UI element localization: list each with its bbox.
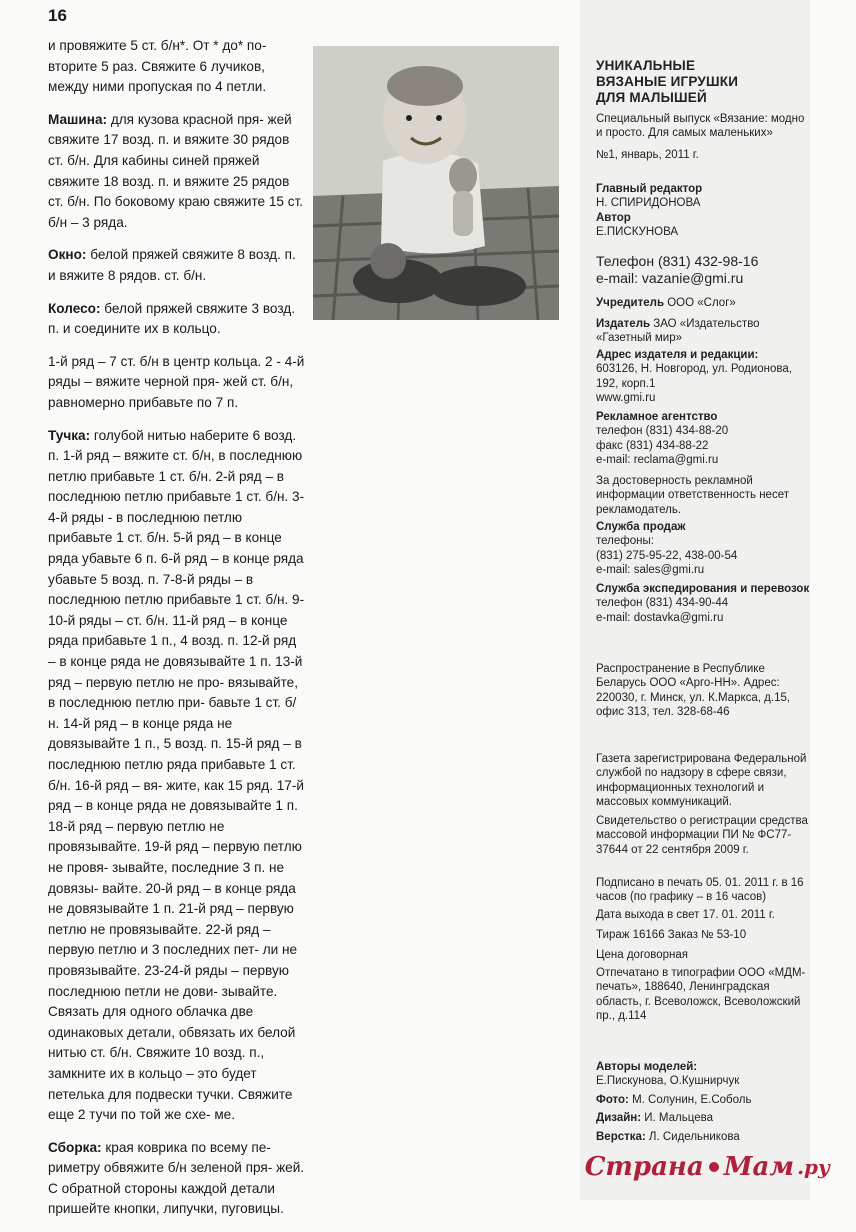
release-date: Дата выхода в свет 17. 01. 2011 г. [596, 909, 775, 921]
publisher [596, 317, 811, 346]
design-credit: И. Мальцева [641, 1112, 713, 1125]
section-label: Машина: [48, 111, 108, 127]
distribution: Распространение в Республике Беларусь ООО «Арго-НН». Адрес: 220030, г. Минск, ул. К.Маркса, д.15, офис 313, тел. 328-68-46 [596, 663, 791, 719]
label: Служба экспедирования и перевозок [596, 583, 810, 595]
phones-label: телефоны: [596, 535, 654, 548]
label: Главный редактор [596, 183, 703, 195]
label: Фото: [596, 1093, 629, 1106]
label: Адрес издателя и редакции: [596, 349, 759, 361]
label: Дизайн: [596, 1112, 642, 1125]
registration: Газета зарегистрирована Федеральной службой по надзору в сфере связи, информационных технологий и массовых коммуникаций. [596, 753, 807, 809]
address: 603126, Н. Новгород, ул. Родионова, 192, корп.1 [596, 363, 792, 390]
page-number: 16 [48, 6, 67, 25]
dot-icon [709, 1162, 719, 1172]
value: ООО «Слог» [664, 297, 736, 309]
section-label: Сборка: [48, 1139, 102, 1155]
phone: Телефон (831) 432-98-16 [596, 253, 759, 269]
section-text: для кузова красной пря- жей свяжите 17 возд. п. и вяжите 30 рядов ст. б/н. Для кабины синей пряжей свяжите 18 возд. п. и вяжите 25 рядов ст. б/н. По боковому краю свяжите 15 ст. б/н – 3 ряда. [48, 111, 304, 230]
label: Автор [596, 211, 631, 224]
section-label: Колесо: [48, 300, 101, 316]
paragraph-okno [48, 245, 306, 286]
value: ЗАО «Издательство «Газетный мир» [596, 318, 760, 345]
label: Учредитель [596, 297, 665, 309]
contact [596, 253, 811, 287]
print-run: Тираж 16166 Заказ № 53-10 [596, 929, 747, 941]
paragraph-sborka [48, 1138, 306, 1220]
baby-photo-image [313, 46, 559, 320]
label: Авторы моделей: [596, 1061, 698, 1073]
credits [596, 1060, 811, 1144]
paragraph: и провяжите 5 ст. б/н*. От * до* по- вторите 5 раз. Свяжите 6 лучиков, между ними пропуская по 4 петли. [48, 38, 267, 95]
special-issue-text: Специальный выпуск «Вязание: модно и просто. Для самых маленьких» [596, 113, 805, 140]
section-text: голубой нитью наберите 6 возд. п. 1-й ряд – вяжите ст. б/н, в последнюю петлю прибавьте 1 ст. б/н. 2-й ряд – в последнюю петлю прибавьте 1 ст. б/н. 3-4-й ряды - в последнюю петлю прибавьте 1 ст. б/н. 5-й ряд – в конце ряда убавьте 6 п. 6-й ряд – в конце ряда убавьте 5 возд. п. 7-8-й ряды – в последнюю петлю прибавьте 1 ст. б/н. 9-10-й ряды – ст. б/н. 11-й ряд – в конце ряда прибавьте 1 п., 4 возд. п. 12-й ряд – в конце ряда не довязывайте 1 п. 13-й ряд – первую петлю не про- вязывайте, в последнюю петлю при- бавьте 1 ст. б/н. 14-й ряд – в конце ряда не довязывайте 1 п., 5 возд. п. 15-й ряд – в последнюю петлю ряда прибавьте 1 ст. б/н. 16-й ряд – вя- жите, как 15 ряд. 17-й ряд – в конце ряда не довязывайте 1 п. 18-й ряд – первую петлю не провязывайте. 19-й ряд – первую петлю не провя- зывайте, последние 3 п. не довязы- вайте. 20-й ряд – в конце ряда не довязывайте 1 п. 21-й ряд – первую петлю не провязывайте. 22-й ряд – первую петлю и 3 последних пет- ли не провязывайте. 23-24-й ряды – первую последнюю петли не дови- зывайте. Связать для одного облачка две одинаковых детали, обвязать их белой нитью ст. б/н. Свяжите 10 возд. п., замкните их в кольцо – это будет петелька для подвески тучки. Свяжите еще 2 тучи по той же схе- ме. [48, 427, 305, 1123]
expedition [596, 582, 811, 625]
issue-number: №1, январь, 2011 г. [596, 149, 699, 161]
label: Издатель [596, 318, 651, 330]
baby-photo [313, 46, 559, 320]
paragraph-tuchka [48, 426, 306, 1126]
email: e-mail: dostavka@gmi.ru [596, 611, 724, 624]
ad-note: За достоверность рекламной информации ответственность несет рекламодатель. [596, 475, 789, 516]
section-label: Тучка: [48, 427, 91, 443]
fax: факс (831) 434-88-22 [596, 439, 709, 452]
email: e-mail: vazanie@gmi.ru [596, 270, 744, 286]
models: Е.Пискунова, О.Кушнирчук [596, 1075, 740, 1088]
paragraph-mashina [48, 110, 306, 234]
article-column [48, 36, 306, 1232]
phones: (831) 275-95-22, 438-00-54 [596, 549, 738, 562]
section-label: Окно: [48, 247, 87, 263]
signed: Подписано в печать 05. 01. 2011 г. в 16 часов (по графику – в 16 часов) [596, 877, 804, 904]
label: Служба продаж [596, 521, 686, 533]
special-issue [596, 112, 811, 141]
printed-by: Отпечатано в типографии ООО «МДМ-печать», 188640, Ленинградская область, г. Всеволожск, Всеволожский пр., д.114 [596, 967, 806, 1023]
sales [596, 520, 811, 578]
section-text: белой пряжей свяжите 8 возд. п. и вяжите 8 рядов. ст. б/н. [48, 247, 296, 283]
website: www.gmi.ru [596, 392, 656, 405]
section-text: края коврика по всему пе- риметру обвяжите б/н зеленой пря- жей. С обратной стороны каждой детали пришейте кнопки, липучки, пуговицы. [48, 1139, 305, 1217]
watermark-text: .ру [797, 1155, 830, 1179]
watermark-text: Страна [584, 1152, 704, 1182]
label: Верстка: [596, 1130, 646, 1143]
phone: телефон (831) 434-88-20 [596, 425, 729, 438]
address-block [596, 348, 811, 406]
chief-editor [596, 182, 811, 240]
watermark-text: Мам [723, 1152, 795, 1182]
certificate: Свидетельство о регистрации средства массовой информации ПИ № ФС77-37644 от 22 сентября 2009 г. [596, 815, 808, 856]
value: Н. СПИРИДОНОВА [596, 197, 701, 210]
label: Рекламное агентство [596, 411, 718, 423]
layout-credit: Л. Сидельникова [645, 1130, 740, 1143]
ad-agency [596, 410, 811, 468]
paragraph-rows: 1-й ряд – 7 ст. б/н в центр кольца. 2 - 4-й ряды – вяжите черной пря- жей ст. б/н, равномерно прибавьте по 7 п. [48, 353, 305, 410]
email: e-mail: sales@gmi.ru [596, 564, 705, 577]
photo-credit: М. Солунин, Е.Соболь [628, 1093, 752, 1106]
value: Е.ПИСКУНОВА [596, 226, 679, 239]
imprint-title: УНИКАЛЬНЫЕ ВЯЗАНЫЕ ИГРУШКИ ДЛЯ МАЛЫШЕЙ [596, 58, 739, 105]
price: Цена договорная [596, 949, 689, 961]
section-text: белой пряжей свяжите 3 возд. п. и соедините их в кольцо. [48, 300, 295, 337]
site-watermark [585, 1152, 830, 1182]
founder [596, 296, 811, 310]
email: e-mail: reclama@gmi.ru [596, 454, 719, 467]
paragraph-koleso [48, 299, 306, 340]
phone: телефон (831) 434-90-44 [596, 597, 729, 610]
